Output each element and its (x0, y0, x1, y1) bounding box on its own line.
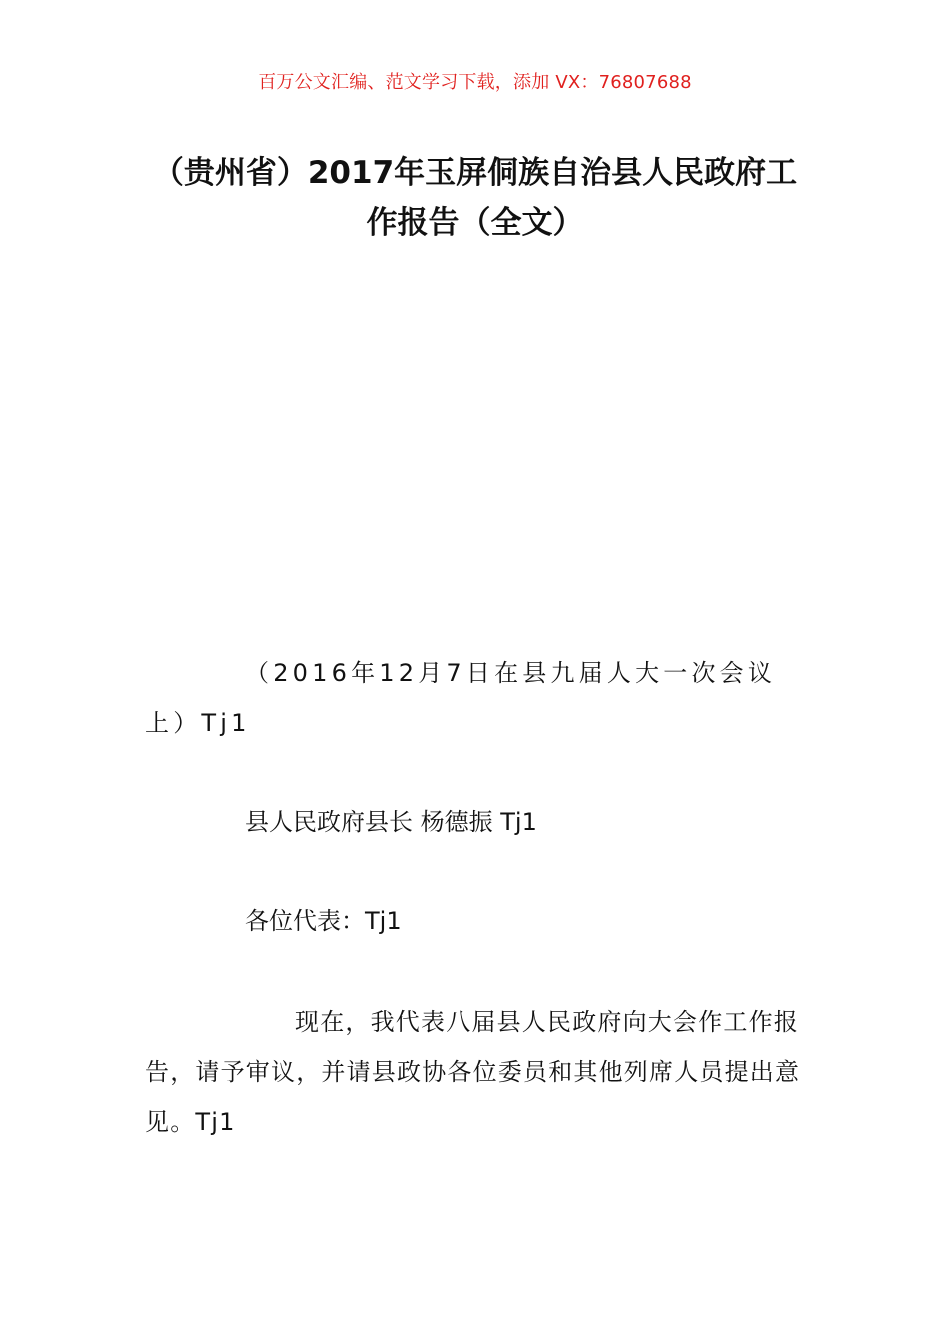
opening-paragraph: 现在，我代表八届县人民政府向大会作工作报告，请予审议，并请县政协各位委员和其他列席人员提出意见。Tj1 (145, 1008, 801, 1136)
speaker-paragraph: 县人民政府县长 杨德振 Tj1 (245, 808, 537, 836)
promo-header-note: 百万公文汇编、范文学习下载，添加 VX：76807688 (258, 72, 692, 93)
greeting-paragraph: 各位代表：Tj1 (245, 907, 402, 935)
meeting-date-paragraph: （2016年12月7日在县九届人大一次会议上）Tj1 (145, 659, 777, 737)
document-title: （贵州省）2017年玉屏侗族自治县人民政府工作报告（全文） (152, 155, 798, 241)
